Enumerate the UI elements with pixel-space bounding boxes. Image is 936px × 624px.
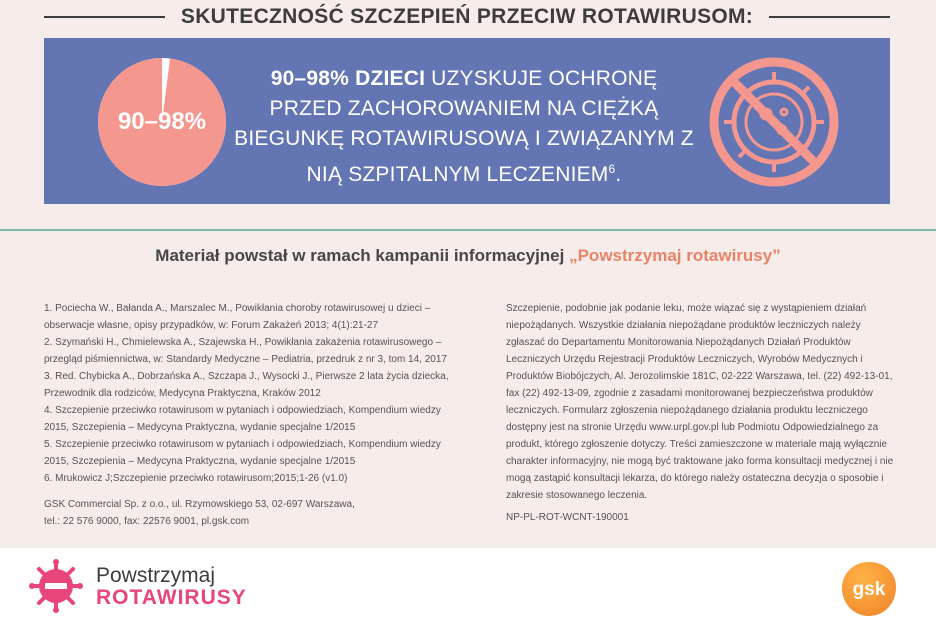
title-row — [44, 4, 890, 30]
efficacy-period: . — [615, 163, 622, 186]
document-code: NP-PL-ROT-WCNT-190001 — [506, 512, 629, 523]
section-divider — [0, 229, 936, 231]
title-rule-right — [769, 16, 890, 18]
no-virus-icon — [708, 56, 840, 188]
reference-item: 1. Pociecha W., Bałanda A., Marszalec M., Powikłania choroby rotawirusowej u dzieci – obserwacje własne, opisy przypadków, w: Forum Zakażeń 2013; 4(1):21-27 — [44, 303, 431, 331]
campaign-note — [0, 246, 936, 266]
efficacy-highlight: 90–98% DZIECI — [270, 67, 426, 90]
reference-item: 5. Szczepienie przeciwko rotawirusom w pytaniach i odpowiedziach, Kompendium wiedzy 2015, Szczepienia – Medycyna Praktyczna, wydanie specjalne 1/2015 — [44, 439, 441, 467]
legal-disclaimer: Szczepienie, podobnie jak podanie leku, może wiązać się z wystąpieniem działań niepożądanych. Wszystkie działania niepożądane produktów leczniczych należy zgłaszać do Departamentu Monitorowania Niepożądanych Działań Produktów Leczniczych Urzędu Rejestracji Produktów Leczniczych, Wyrobów Medycznych i Produktów Biobójczych, Al. Jerozolimskie 181C, 02-222 Warszawa, tel. (22) 492-13-01, fax (22) 492-13-09, zgodnie z zasadami monitorowanej bezpieczeństwa produktów leczniczych. Formularz zgłoszenia niepożądanego działania produktu leczniczego dostępny jest na stronie Urzędu www.urpl.gov.pl lub Podmiotu Odpowiedzialnego za produkt, którego zgłoszenie dotyczy. Treści zamieszczone w materiale mają wyłącznie charakter informacyjny, nie mogą być traktowane jako forma konsultacji medycznej i nie mogą zastąpić konsultacji lekarza, do którego należy ostateczna decyzja o sposobie i zakresie stosowanego leczenia. — [506, 303, 894, 501]
company-address: GSK Commercial Sp. z o.o., ul. Rzymowskiego 53, 02-697 Warszawa, — [44, 499, 355, 510]
campaign-prefix: Materiał powstał w ramach kampanii informacyjnej — [155, 246, 570, 265]
efficacy-panel — [44, 38, 890, 204]
gsk-logo-text: gsk — [852, 579, 886, 600]
references-list — [44, 300, 464, 487]
campaign-logo-line2: ROTAWIRUSY — [96, 586, 247, 609]
reference-item: 4. Szczepienie przeciwko rotawirusom w pytaniach i odpowiedziach, Kompendium wiedzy 2015, Szczepienia – Medycyna Praktyczna, wydanie specjalne 1/2015 — [44, 405, 441, 433]
efficacy-message — [234, 64, 694, 190]
reference-item: 6. Mrukowicz J;Szczepienie przeciwko rotawirusom;2015;1-26 (v1.0) — [44, 473, 348, 484]
reference-item: 3. Red. Chybicka A., Dobrzańska A., Szczapa J., Wysocki J., Pierwsze 2 lata życia dziecka, Przewodnik dla rodziców, Medycyna Praktyczna, Kraków 2012 — [44, 371, 449, 399]
company-info — [44, 496, 464, 530]
rotavirus-logo-icon — [28, 558, 84, 614]
efficacy-text: UZYSKUJE OCHRONĘ PRZED ZACHOROWANIEM NA CIĘŻKĄ BIEGUNKĘ ROTAWIRUSOWĄ I ZWIĄZANYM Z NIĄ SZPITALNYM LECZENIEM — [234, 67, 694, 186]
campaign-name: „Powstrzymaj rotawirusy” — [569, 246, 781, 265]
pie-label: 90–98% — [117, 108, 207, 135]
gsk-logo — [838, 560, 900, 618]
footnote-mark: 6 — [608, 162, 616, 176]
page-title: SKUTECZNOŚĆ SZCZEPIEŃ PRZECIW ROTAWIRUSOM: — [180, 5, 754, 28]
title-rule-left — [44, 16, 165, 18]
footer — [0, 548, 936, 624]
reference-item: 2. Szymański H., Chmielewska A., Szajewska H., Powikłania zakażenia rotawirusowego – przegląd piśmiennictwa, w: Standardy Medyczne – Pediatria, przedruk z nr 3, tom 14, 2017 — [44, 337, 447, 365]
company-contact: tel.: 22 576 9000, fax: 22576 9001, pl.gsk.com — [44, 516, 250, 527]
campaign-logo-line1: Powstrzymaj — [96, 564, 216, 587]
